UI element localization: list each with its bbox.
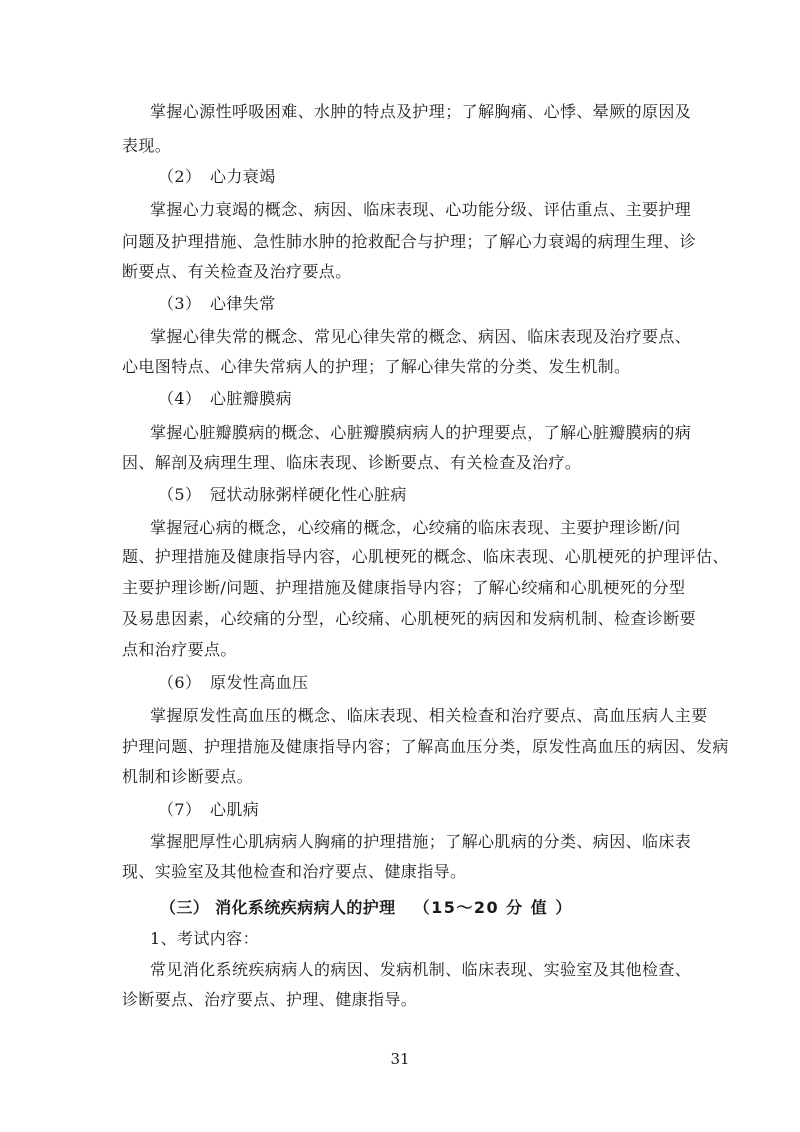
subsection-heading: [158, 166, 276, 188]
subsection-title: 心力衰竭: [210, 167, 276, 186]
subsection-heading: [158, 484, 407, 506]
subsection-heading: [158, 388, 292, 410]
para-line: 掌握心力衰竭的概念、病因、临床表现、心功能分级、评估重点、主要护理: [150, 200, 692, 219]
subsection-number: （2）: [158, 167, 202, 186]
subsection-number: （7）: [158, 800, 202, 819]
para-line: 常见消化系统疾病病人的病因、发病机制、临床表现、实验室及其他检查、: [150, 960, 692, 979]
subsection-number: （5）: [158, 485, 202, 504]
section-title: （三） 消化系统疾病病人的护理: [160, 898, 396, 917]
para-line: 护理问题、护理措施及健康指导内容；了解高血压分类，原发性高血压的病因、发病: [122, 737, 729, 756]
subsection-title: 冠状动脉粥样硬化性心脏病: [210, 485, 407, 504]
list-item: 1、考试内容：: [150, 929, 259, 948]
subsection-number: （6）: [158, 673, 202, 692]
section-score: （15～20 分 值 ）: [413, 898, 573, 917]
para-line: 断要点、有关检查及治疗要点。: [122, 262, 352, 281]
para-line: 因、解剖及病理生理、临床表现、诊断要点、有关检查及治疗。: [122, 453, 582, 472]
subsection-number: （4）: [158, 389, 202, 408]
subsection-title: 心律失常: [210, 294, 276, 313]
para-line: 掌握冠心病的概念，心绞痛的概念，心绞痛的临床表现、主要护理诊断/问: [150, 518, 681, 537]
para-line: 掌握心脏瓣膜病的概念、心脏瓣膜病病人的护理要点，了解心脏瓣膜病的病: [150, 423, 692, 442]
subsection-heading: [158, 672, 308, 694]
section-heading: [160, 897, 573, 919]
para-line: 心电图特点、心律失常病人的护理；了解心律失常的分类、发生机制。: [122, 357, 631, 376]
para-line: 表现。: [122, 136, 172, 155]
para-line: 点和治疗要点。: [122, 640, 237, 659]
para-line: 掌握心律失常的概念、常见心律失常的概念、病因、临床表现及治疗要点、: [150, 327, 692, 346]
para-line: 机制和诊断要点。: [122, 767, 254, 786]
para-line: 现、实验室及其他检查和治疗要点、健康指导。: [122, 862, 467, 881]
para-line: 及易患因素，心绞痛的分型，心绞痛、心肌梗死的病因和发病机制、检查诊断要: [122, 609, 697, 628]
subsection-heading: [158, 293, 276, 315]
para-line: 掌握原发性高血压的概念、临床表现、相关检查和治疗要点、高血压病人主要: [150, 706, 708, 725]
para-line: 掌握心源性呼吸困难、水肿的特点及护理；了解胸痛、心悸、晕厥的原因及: [150, 102, 692, 121]
para-line: 掌握肥厚性心肌病病人胸痛的护理措施；了解心肌病的分类、病因、临床表: [150, 832, 692, 851]
para-line: 主要护理诊断/问题、护理措施及健康指导内容；了解心绞痛和心肌梗死的分型: [122, 578, 686, 597]
subsection-heading: [158, 799, 259, 821]
para-line: 题、护理措施及健康指导内容，心肌梗死的概念、临床表现、心肌梗死的护理评估、: [122, 547, 729, 566]
para-line: 问题及护理措施、急性肺水肿的抢救配合与护理；了解心力衰竭的病理生理、诊: [122, 232, 697, 251]
page-number: 31: [390, 1050, 410, 1068]
subsection-title: 心脏瓣膜病: [210, 389, 293, 408]
subsection-title: 原发性高血压: [210, 673, 309, 692]
subsection-number: （3）: [158, 294, 202, 313]
para-line: 诊断要点、治疗要点、护理、健康指导。: [122, 990, 418, 1009]
subsection-title: 心肌病: [210, 800, 260, 819]
